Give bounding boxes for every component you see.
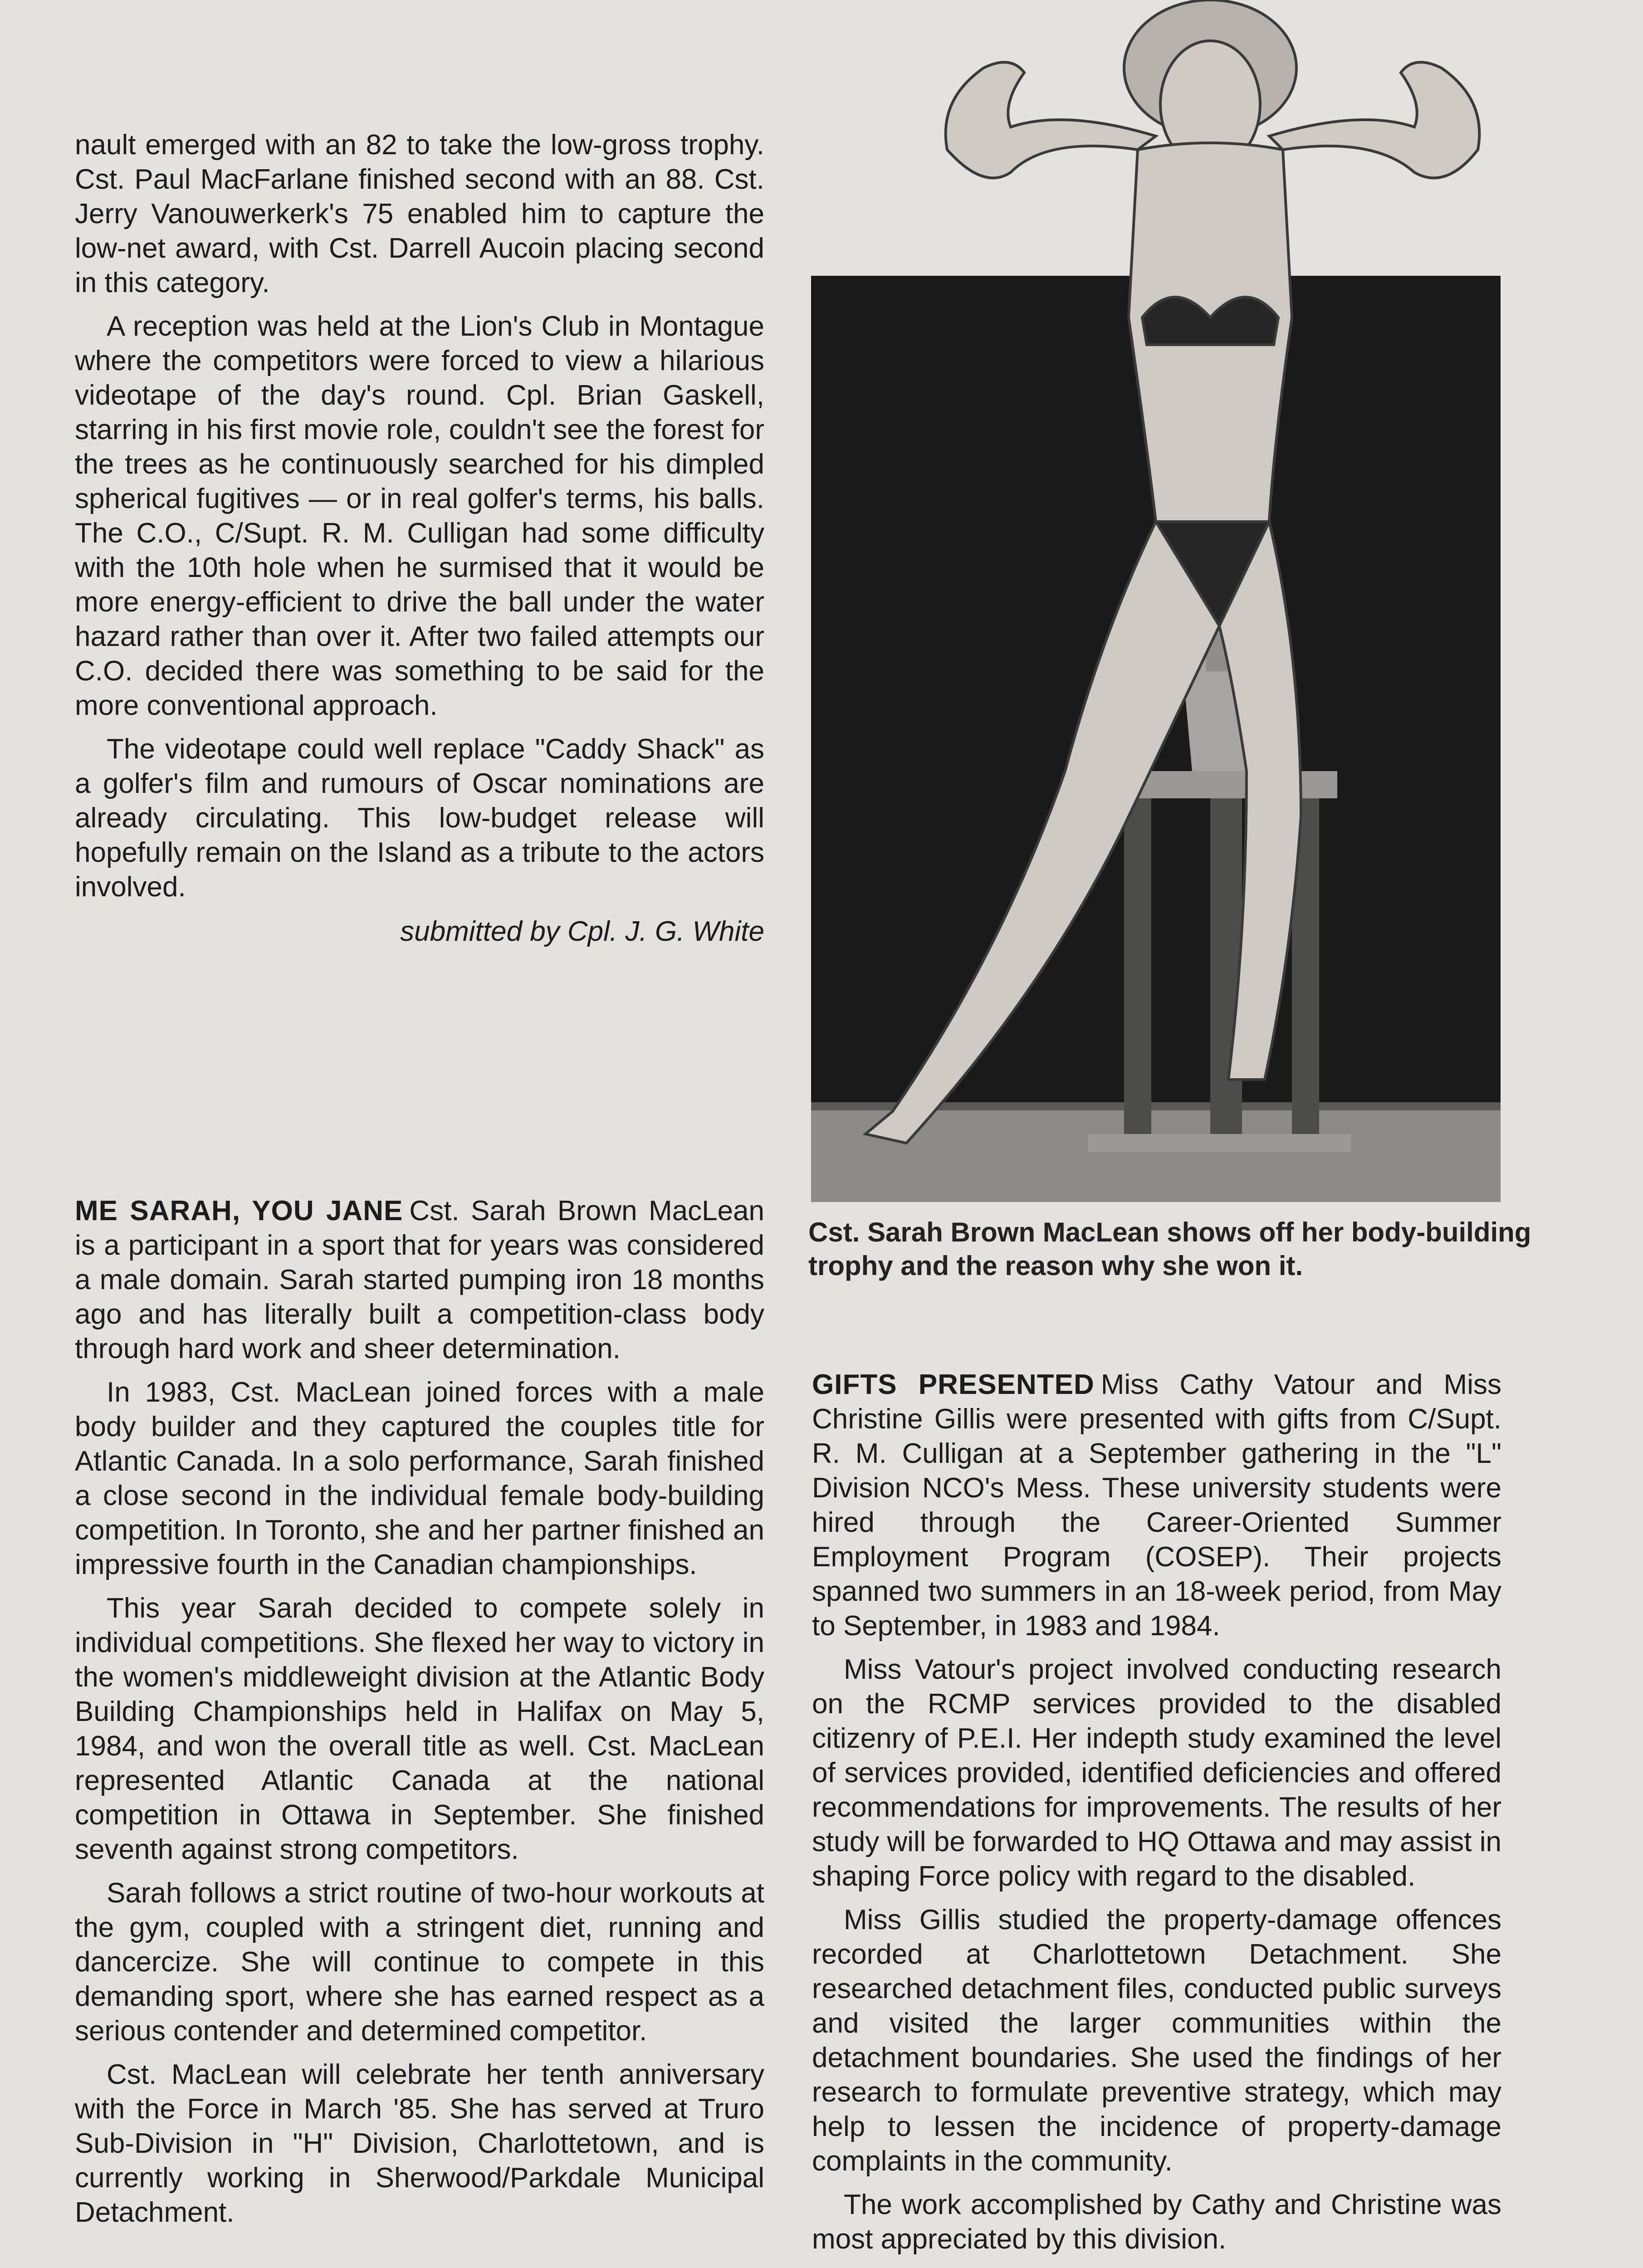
article-paragraph: In 1983, Cst. MacLean joined forces with a male body builder and they captured the couples title for Atlantic Canada. In a solo performance, Sarah finished a close second in the individual female body-building competition. In Toronto, she and her partner finished an impressive fourth in the Canadian championships. <box>75 1377 764 1580</box>
article-lead-paragraph <box>75 1194 764 1366</box>
article-paragraph: A reception was held at the Lion's Club in Montague where the competitors were forced to view a hilarious videotape of the day's round. Cpl. Brian Gaskell, starring in his first movie role, couldn't see the forest for the trees as he continuously searched for his dimpled spherical fugitives — or in real golfer's terms, his balls. The C.O., C/Supt. R. M. Culligan had some difficulty with the 10th hole when he surmised that it would be more energy-efficient to drive the ball under the water hazard rather than over it. After two failed attempts our C.O. decided there was something to be said for the more conventional approach. <box>75 311 764 721</box>
article-paragraph: Cst. MacLean will celebrate her tenth anniversary with the Force in March '85. She has served at Truro Sub-Division in "H" Division, Charlottetown, and is currently working in Sherwood/Parkdale Municipal Detachment. <box>75 2059 764 2228</box>
sarah-article <box>75 1194 764 2230</box>
article-lead-paragraph <box>812 1368 1501 1643</box>
article-signature: submitted by Cpl. J. G. White <box>400 916 764 947</box>
golf-article-continuation <box>75 128 764 949</box>
article-headline: GIFTS PRESENTED <box>812 1369 1095 1400</box>
article-paragraph: This year Sarah decided to compete solely in individual competitions. She flexed her way to victory in the women's middleweight division at the Atlantic Body Building Championships held in Halifax on May 5, 1984, and won the overall title as well. Cst. MacLean represented Atlantic Canada at the national competition in Ottawa in September. She finished seventh against strong competitors. <box>75 1593 764 1865</box>
article-lead-text: Cst. Sarah Brown MacLean is a participant in a sport that for years was considered a male domain. Sarah started pumping iron 18 months ago and has literally built a competition-class body through hard work and sheer determination. <box>75 1195 764 1364</box>
bodybuilder-photo <box>811 0 1547 1202</box>
photo-caption: Cst. Sarah Brown MacLean shows off her body-building trophy and the reason why she won it. <box>808 1217 1531 1281</box>
article-lead-text: Miss Cathy Vatour and Miss Christine Gillis were presented with gifts from C/Supt. R. M. Culligan at a September gathering in the "L" Division NCO's Mess. These university students were hired through the Career-Oriented Summer Employment Program (COSEP). Their projects spanned two summers in an 18-week period, from May to September, in 1983 and 1984. <box>812 1369 1501 1642</box>
article-paragraph: The videotape could well replace "Caddy Shack" as a golfer's film and rumours of Oscar nominations are already circulating. This low-budget release will hopefully remain on the Island as a tribute to the actors involved. <box>75 733 764 903</box>
article-paragraph: Miss Vatour's project involved conducting research on the RCMP services provided to the disabled citizenry of P.E.I. Her indepth study examined the level of services provided, identified deficiencies and offered recommendations for improvements. The results of her study will be forwarded to HQ Ottawa and may assist in shaping Force policy with regard to the disabled. <box>812 1654 1501 1892</box>
article-paragraph: nault emerged with an 82 to take the low-gross trophy. Cst. Paul MacFarlane finished second with an 88. Cst. Jerry Vanouwerkerk's 75 enabled him to capture the low-net award, with Cst. Darrell Aucoin placing second in this category. <box>75 129 764 298</box>
article-paragraph: Sarah follows a strict routine of two-hour workouts at the gym, coupled with a stringent diet, running and dancercize. She will continue to compete in this demanding sport, where she has earned respect as a serious contender and determined competitor. <box>75 1877 764 2047</box>
article-paragraph: Miss Gillis studied the property-damage offences recorded at Charlottetown Detachment. She researched detachment files, conducted public surveys and visited the larger communities within the detachment boundaries. She used the findings of her research to formulate preventive strategy, which may help to lessen the incidence of property-damage complaints in the community. <box>812 1904 1501 2177</box>
gifts-article <box>812 1368 1501 2257</box>
article-headline: ME SARAH, YOU JANE <box>75 1195 403 1227</box>
article-paragraph: The work accomplished by Cathy and Christine was most appreciated by this division. <box>812 2189 1501 2255</box>
